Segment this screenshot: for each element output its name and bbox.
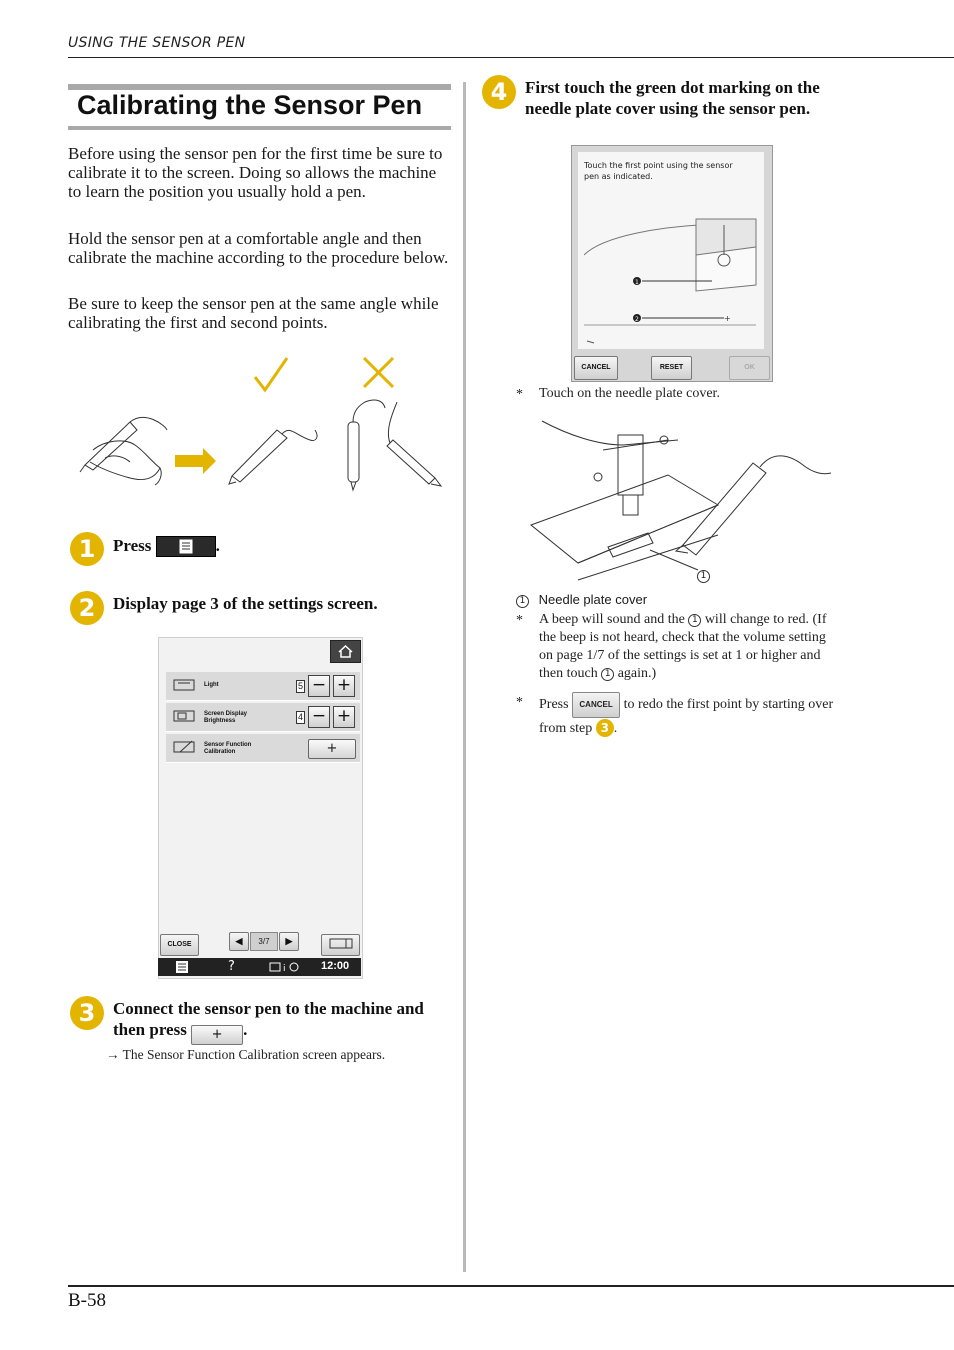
sewing-machine-icon <box>326 935 356 951</box>
needle-plate-illustration <box>528 415 838 585</box>
note-touch-plate: Touch on the needle plate cover. <box>539 386 720 401</box>
step-1-badge: 1 <box>70 532 104 566</box>
step-4-badge: 4 <box>482 75 516 109</box>
svg-text:i: i <box>283 964 286 974</box>
status-icons <box>268 960 302 974</box>
svg-text:2: 2 <box>635 316 639 323</box>
close-button[interactable]: CLOSE <box>160 934 199 956</box>
note-asterisk-2: * <box>516 613 523 628</box>
section-header: USING THE SENSOR PEN <box>68 35 246 51</box>
note-cancel: Press CANCEL to redo the first point by starting over <box>539 692 869 718</box>
result-arrow-icon: → <box>106 1047 120 1062</box>
calib-ok-button[interactable]: OK <box>729 356 770 380</box>
sewing-machine-light-icon <box>172 678 196 692</box>
clock: 12:00 <box>321 960 350 972</box>
step-4-text: First touch the green dot marking on the needle plate cover using the sensor pen. <box>525 78 820 118</box>
pen-angle-illustration <box>75 350 450 495</box>
step-3-badge: 3 <box>70 996 104 1030</box>
note-asterisk-1: * <box>516 387 523 402</box>
note-beep: A beep will sound and the 1 will change to red. (If the beep is not heard, check that the volume setting on page 1/7 of the settings is set at 1 or higher and then touch 1 again.) <box>539 612 827 681</box>
calib-cancel-button[interactable]: CANCEL <box>574 356 618 380</box>
step-2-text: Display page 3 of the settings screen. <box>113 594 378 613</box>
screen-brightness-icon <box>172 709 196 723</box>
calibration-instruction: Touch the first point using the sensor pen as indicated. <box>584 161 733 181</box>
page-indicator: 3/7 <box>250 932 278 951</box>
settings-row-brightness <box>166 703 360 732</box>
machine-settings-button[interactable] <box>321 934 360 956</box>
brightness-value: 4 <box>297 712 303 722</box>
svg-text:1: 1 <box>635 279 639 286</box>
calibration-plus-button[interactable]: + <box>308 739 356 759</box>
arrow-icon <box>175 448 216 474</box>
intro-paragraph-3: Be sure to keep the sensor pen at the same angle while calibrating the first and second points. <box>68 294 439 332</box>
intro-paragraph-2: Hold the sensor pen at a comfortable angle and then calibrate the machine according to the procedure below. <box>68 229 449 267</box>
needle-plate-diagram <box>584 215 759 347</box>
next-page-button[interactable]: ▶ <box>279 932 299 951</box>
step-3-ref-badge: 3 <box>596 719 614 737</box>
note-from-step: from step 3 . <box>539 721 618 736</box>
step-3-line2: then press + . <box>113 1019 458 1045</box>
help-button[interactable]: ? <box>228 959 235 974</box>
check-icon <box>255 358 287 390</box>
cross-icon <box>364 358 393 387</box>
column-divider <box>463 82 466 1272</box>
page-number: B-58 <box>68 1290 106 1311</box>
title-bar-bottom <box>68 126 451 130</box>
calibration-plus-inline-icon: + <box>191 1025 243 1045</box>
settings-page-icon[interactable] <box>174 960 190 974</box>
calib-reset-button[interactable]: RESET <box>651 356 692 380</box>
light-value: 5 <box>297 681 303 691</box>
needle-plate-callout: 1 <box>697 566 710 584</box>
settings-row-light <box>166 672 360 701</box>
callout-legend: 1 Needle plate cover <box>516 592 647 608</box>
calibration-label: Sensor Function Calibration <box>204 742 252 755</box>
flat-pen-drawing <box>387 402 441 486</box>
step-2-badge: 2 <box>70 591 104 625</box>
footer-rule <box>68 1285 954 1287</box>
prev-page-button[interactable]: ◀ <box>229 932 249 951</box>
step-1-period: . <box>215 536 220 555</box>
settings-button-icon <box>156 536 216 557</box>
home-icon <box>331 641 360 662</box>
light-label: Light <box>204 682 219 688</box>
vertical-pen-drawing <box>348 400 385 490</box>
settings-row-calibration <box>166 734 360 763</box>
hand-holding-pen-drawing <box>80 417 167 485</box>
step-1-press-label: Press <box>113 536 152 555</box>
brightness-plus-button[interactable]: + <box>333 706 355 728</box>
light-plus-button[interactable]: + <box>333 675 355 697</box>
angled-pen-drawing <box>229 430 317 484</box>
step-3-text <box>113 998 458 1045</box>
sensor-calibration-icon <box>172 740 196 754</box>
brightness-minus-button[interactable]: − <box>308 706 330 728</box>
header-rule <box>68 57 954 58</box>
light-minus-button[interactable]: − <box>308 675 330 697</box>
inline-cancel-button-icon: CANCEL <box>572 692 620 718</box>
note-asterisk-3: * <box>516 695 523 710</box>
brightness-label: Screen Display Brightness <box>204 711 248 724</box>
svg-text:+: + <box>724 314 731 323</box>
step-1-text <box>113 535 220 557</box>
home-button[interactable] <box>330 640 361 663</box>
page-title: Calibrating the Sensor Pen <box>77 90 423 120</box>
intro-paragraph-1: Before using the sensor pen for the first time be sure to calibrate it to the screen. Doing so allows the machine to learn the position you usually hold a pen. <box>68 144 443 201</box>
step-3-result: → The Sensor Function Calibration screen appears. <box>106 1047 386 1062</box>
step-3-line1: Connect the sensor pen to the machine and <box>113 999 424 1018</box>
